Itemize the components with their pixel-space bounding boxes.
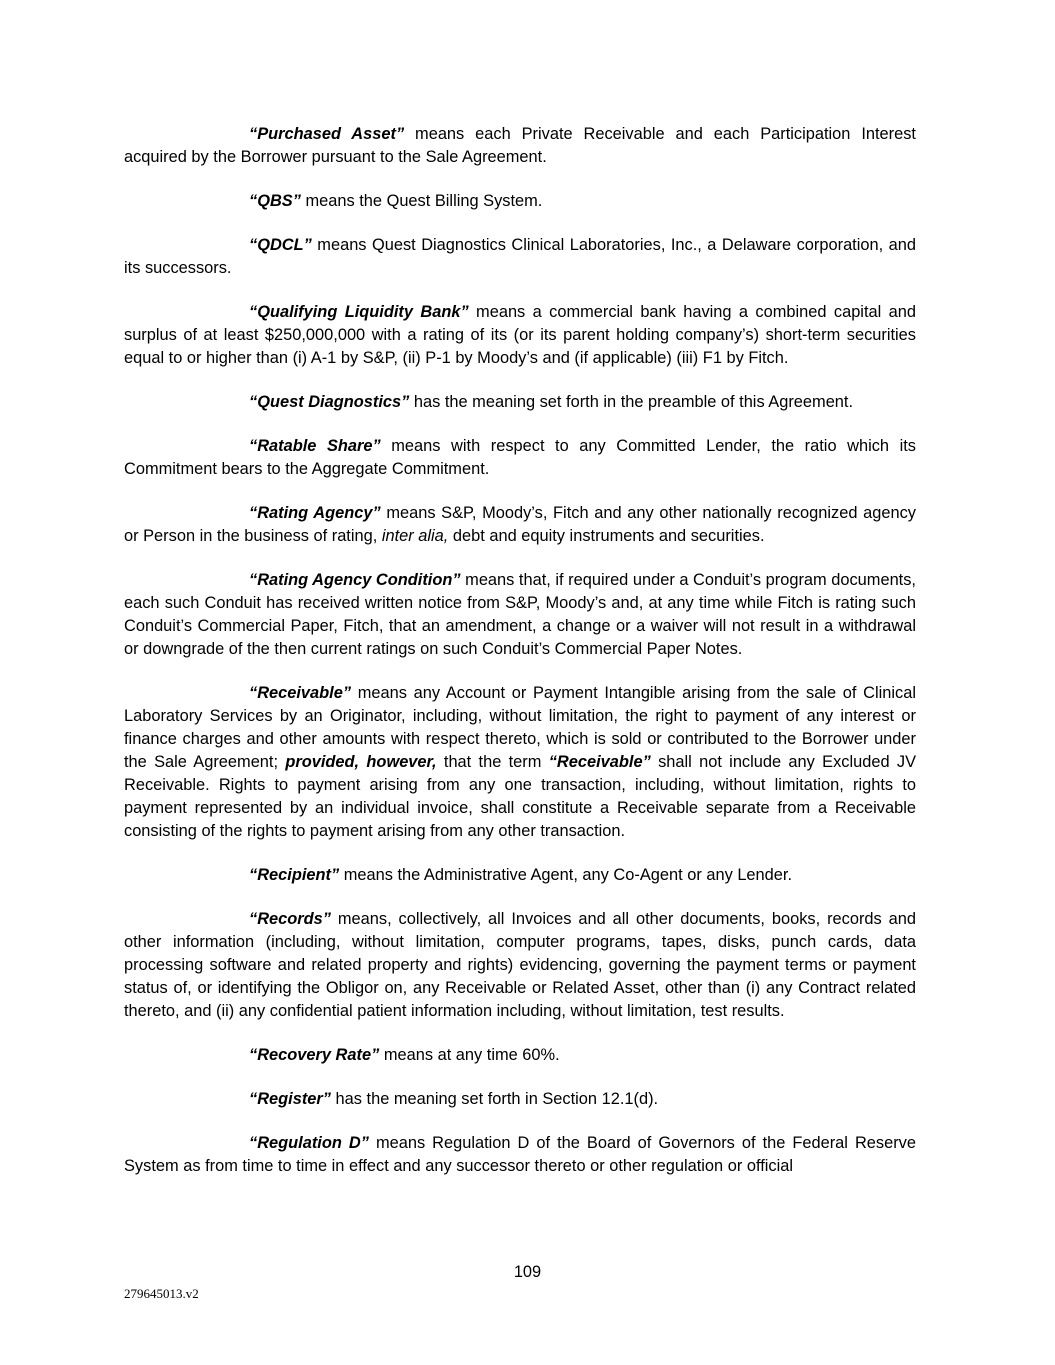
definition-quest-diagnostics [124,391,916,414]
definition-recipient [124,864,916,887]
defined-term: “Register” [249,1090,331,1108]
definition-register [124,1088,916,1111]
defined-term: “Rating Agency” [249,504,381,522]
italic-phrase: inter alia, [381,527,449,545]
definition-records [124,908,916,1023]
page-number: 109 [513,1263,542,1281]
definition-receivable [124,682,916,843]
defined-term: “Receivable” [249,684,352,702]
definition-text: means Quest Diagnostics Clinical Laboratories, Inc., a Delaware corporation, and its successors. [124,236,916,277]
defined-term: “QBS” [249,192,301,210]
definition-rating-agency-condition [124,569,916,661]
definition-text: means at any time 60%. [379,1046,560,1064]
definition-text-continued: debt and equity instruments and securities. [448,527,765,545]
definition-purchased-asset [124,123,916,169]
definition-text: means each Private Receivable and each Participation Interest acquired by the Borrower pursuant to the Sale Agreement. [124,125,916,166]
definition-text-continued: shall not include any Excluded JV Receivable. Rights to payment arising from any one transaction, including, without limitation, rights to payment represented by an individual invoice, shall constitute a Receivable separate from a Receivable consisting of the rights to payment arising from any other transaction. [124,753,917,840]
definition-text: means a commercial bank having a combined capital and surplus of at least $250,000,000 with a rating of its (or its parent holding company’s) short-term securities equal to or higher than (i) A-1 by S&P, (ii) P-1 by Moody’s and (if applicable) (iii) F1 by Fitch. [124,303,916,367]
defined-term: “Regulation D” [249,1134,369,1152]
definition-text: means that, if required under a Conduit’s program documents, each such Conduit has received written notice from S&P, Moody’s and, at any time while Fitch is rating such Conduit’s Commercial Paper, Fitch, that an amendment, a change or a waiver will not result in a withdrawal or downgrade of the then current ratings on such Conduit’s Commercial Paper Notes. [124,571,916,658]
definition-text: means the Administrative Agent, any Co-Agent or any Lender. [339,866,793,884]
definitions-body [124,123,916,1199]
defined-term: “Rating Agency Condition” [249,571,461,589]
definition-qualifying-liquidity-bank [124,301,916,370]
definition-text: has the meaning set forth in Section 12.1(d). [330,1090,659,1108]
definition-text-continued: that the term [436,753,549,771]
document-id: 279645013.v2 [124,1286,199,1301]
proviso-phrase: provided, however, [285,753,437,771]
defined-term: “Recovery Rate” [249,1046,380,1064]
defined-term-reference: “Receivable” [548,753,651,771]
defined-term: “Ratable Share” [249,437,381,455]
defined-term: “Records” [249,910,331,928]
definition-text: means, collectively, all Invoices and all other documents, books, records and other information (including, without limitation, computer programs, tapes, disks, punch cards, data processing software and related property and rights) evidencing, governing the payment terms or payment status of, or identifying the Obligor on, any Receivable or Related Asset, other than (i) any Contract related thereto, and (ii) any confidential patient information including, without limitation, test results. [124,910,916,1020]
defined-term: “Purchased Asset” [249,125,405,143]
defined-term: “QDCL” [249,236,312,254]
definition-text: means any Account or Payment Intangible arising from the sale of Clinical Laboratory Services by an Originator, including, without limitation, the right to payment of any interest or finance charges and other amounts with respect thereto, which is sold or contributed to the Borrower under the Sale Agreement; [124,684,916,771]
defined-term: “Recipient” [249,866,340,884]
definition-ratable-share [124,435,916,481]
definition-rating-agency [124,502,916,548]
definition-regulation-d [124,1132,916,1178]
definition-text: means the Quest Billing System. [300,192,543,210]
definition-text: means Regulation D of the Board of Governors of the Federal Reserve System as from time to time in effect and any successor thereto or other regulation or official [124,1134,916,1175]
definition-text: means with respect to any Committed Lender, the ratio which its Commitment bears to the Aggregate Commitment. [124,437,916,478]
definition-text: has the meaning set forth in the preamble of this Agreement. [409,393,854,411]
defined-term: “Quest Diagnostics” [249,393,410,411]
defined-term: “Qualifying Liquidity Bank” [249,303,469,321]
definition-recovery-rate [124,1044,916,1067]
definition-text: means S&P, Moody’s, Fitch and any other nationally recognized agency or Person in the business of rating, [124,504,916,545]
definition-qdcl [124,234,916,280]
definition-qbs [124,190,916,213]
